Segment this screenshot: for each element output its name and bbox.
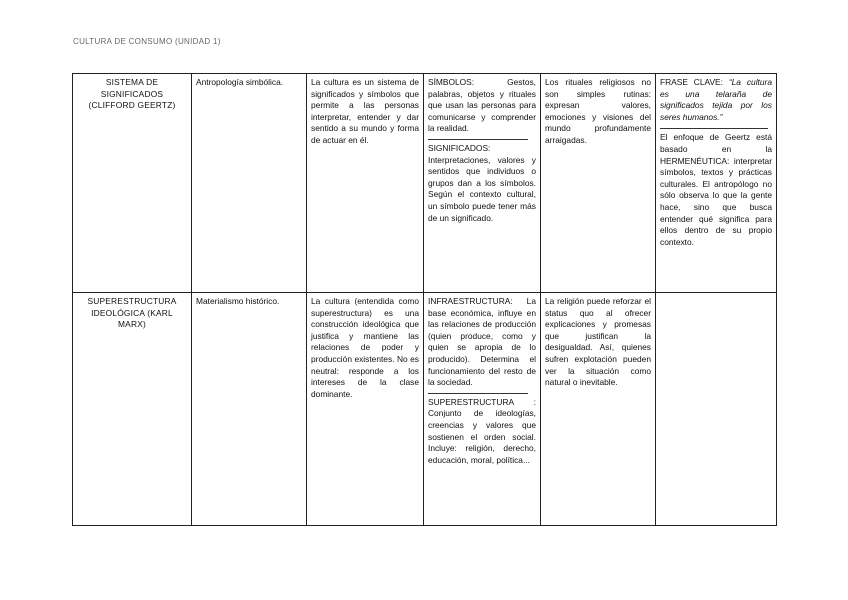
document-header: CULTURA DE CONSUMO (UNIDAD 1) [73, 37, 221, 46]
elements-second: SIGNIFICADOS: Interpretaciones, valores y sentidos que individuos o grupos dan a los símbolos. Según el contexto cultural, un símbolo puede tener más de un significado. [428, 142, 536, 223]
concept-cell: SUPERESTRUCTURA IDEOLÓGICA (KARL MARX) [73, 293, 192, 526]
elements-cell [424, 293, 541, 526]
elements-second: SUPERESTRUCTURA : Conjunto de ideologías, creencias y valores que sostienen el orden social. Incluye: religión, derecho, educación, moral, política... [428, 396, 536, 465]
elements-cell [424, 74, 541, 293]
key-note: El enfoque de Geertz está basado en la HERMENÉUTICA: interpretar símbolos, textos y prácticas culturales. El antropólogo no sólo observa lo que la gente hace, sino que busca entender qué significa para ellos dentro de su propio contexto. [660, 132, 772, 247]
definition-cell: La cultura (entendida como superestructura) es una construcción ideológica que justifica y mantiene las relaciones de poder y producción existentes. No es neutral: responde a los intereses de la clase dominante. [307, 293, 424, 526]
key-phrase [660, 77, 772, 123]
approach-cell: Materialismo histórico. [192, 293, 307, 526]
key-phrase-quote: “La cultura es una telaraña de significados tejida por los seres humanos.” [660, 77, 772, 122]
elements-first: SÍMBOLOS: Gestos, palabras, objetos y rituales que usan las personas para comunicarse y comprender la realidad. [428, 77, 536, 134]
divider [660, 128, 768, 129]
key-phrase-label: FRASE CLAVE: [660, 77, 729, 87]
concept-cell: SISTEMA DE SIGNIFICADOS (CLIFFORD GEERTZ) [73, 74, 192, 293]
example-cell: La religión puede reforzar el status quo al ofrecer explicaciones y promesas que justifican la desigualdad. Así, quienes sufren explotación pueden ver la situación como natural o inevitable. [541, 293, 656, 526]
key-cell-empty [656, 293, 777, 526]
example-cell: Los rituales religiosos no son simples rutinas: expresan valores, emociones y visiones del mundo profundamente arraigadas. [541, 74, 656, 293]
table-row [73, 74, 777, 293]
elements-first: INFRAESTRUCTURA: La base económica, influye en las relaciones de producción (quien produce, como y quien se apropia de lo producido). Determina el funcionamiento del resto de la sociedad. [428, 296, 536, 388]
definition-cell: La cultura es un sistema de significados y símbolos que permite a las personas interpretar, entender y dar sentido a su mundo y forma de actuar en él. [307, 74, 424, 293]
key-cell [656, 74, 777, 293]
approach-cell: Antropología simbólica. [192, 74, 307, 293]
divider [428, 393, 528, 394]
comparison-table [72, 73, 777, 526]
table-row [73, 293, 777, 526]
divider [428, 139, 528, 140]
